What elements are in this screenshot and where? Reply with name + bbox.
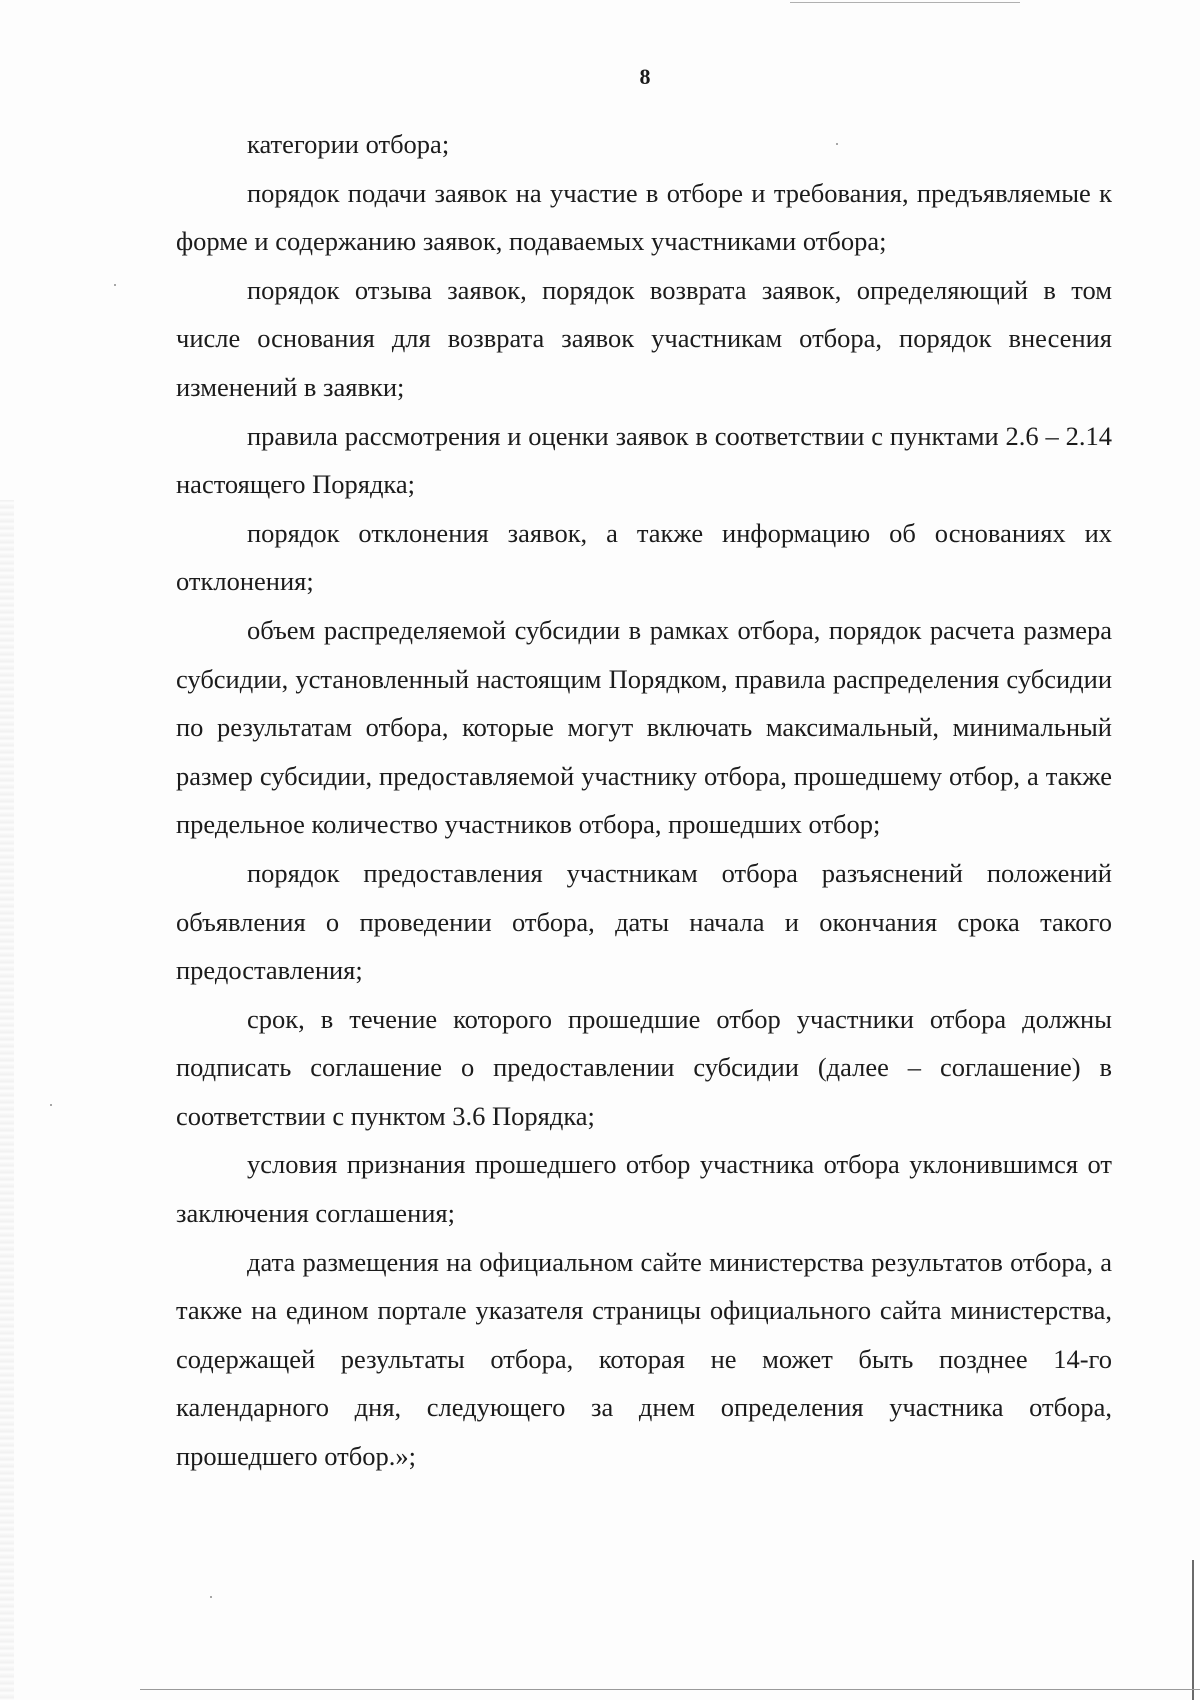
scan-speck — [50, 1104, 52, 1106]
paragraph-rejection-procedure: порядок отклонения заявок, а также информацию об основаниях их отклонения; — [176, 517, 1112, 597]
paragraph-review-rules: правила рассмотрения и оценки заявок в соответствии с пунктами 2.6 – 2.14 настоящего Порядка; — [176, 420, 1112, 500]
paragraph-evasion-conditions: условия признания прошедшего отбор участника отбора уклонившимся от заключения соглашения; — [176, 1149, 1112, 1229]
scan-artifact-bottom — [140, 1689, 1200, 1690]
scan-speck — [114, 284, 116, 286]
scan-speck — [210, 1596, 212, 1598]
scan-artifact-top — [790, 2, 1020, 3]
page-number: 8 — [639, 64, 651, 89]
paragraph-selection-categories: категории отбора; — [247, 129, 450, 159]
scan-artifact-left — [0, 500, 14, 1700]
paragraph-clarification-procedure: порядок предоставления участникам отбора разъяснений положений объявления о проведении отбора, даты начала и окончания срока такого предоставления; — [176, 857, 1112, 986]
paragraph-subsidy-volume: объем распределяемой субсидии в рамках отбора, порядок расчета размера субсидии, установленный настоящим Порядком, правила распределения субсидии по результатам отбора, которые могут включать максимальный, минимальный размер субсидии, предоставляемой участнику отбора, прошедшему отбор, а также предельное количество участников отбора, прошедших отбор; — [176, 614, 1112, 840]
paragraph-results-publication: дата размещения на официальном сайте министерства результатов отбора, а также на едином портале указателя страницы официального сайта министерства, содержащей результаты отбора, которая не может быть позднее 14-го календарного дня, следующего за днем определения участника отбора, прошедшего отбор.»; — [176, 1246, 1112, 1472]
document-body — [176, 120, 1112, 1481]
paragraph-agreement-deadline: срок, в течение которого прошедшие отбор участники отбора должны подписать соглашение о предоставлении субсидии (далее – соглашение) в соответствии с пунктом 3.6 Порядка; — [176, 1003, 1112, 1131]
paragraph-application-procedure: порядок подачи заявок на участие в отборе и требования, предъявляемые к форме и содержанию заявок, подаваемых участниками отбора; — [176, 177, 1112, 257]
scan-artifact-right — [1192, 1560, 1194, 1700]
paragraph-withdrawal-procedure: порядок отзыва заявок, порядок возврата заявок, определяющий в том числе основания для возврата заявок участникам отбора, порядок внесения изменений в заявки; — [176, 274, 1112, 402]
